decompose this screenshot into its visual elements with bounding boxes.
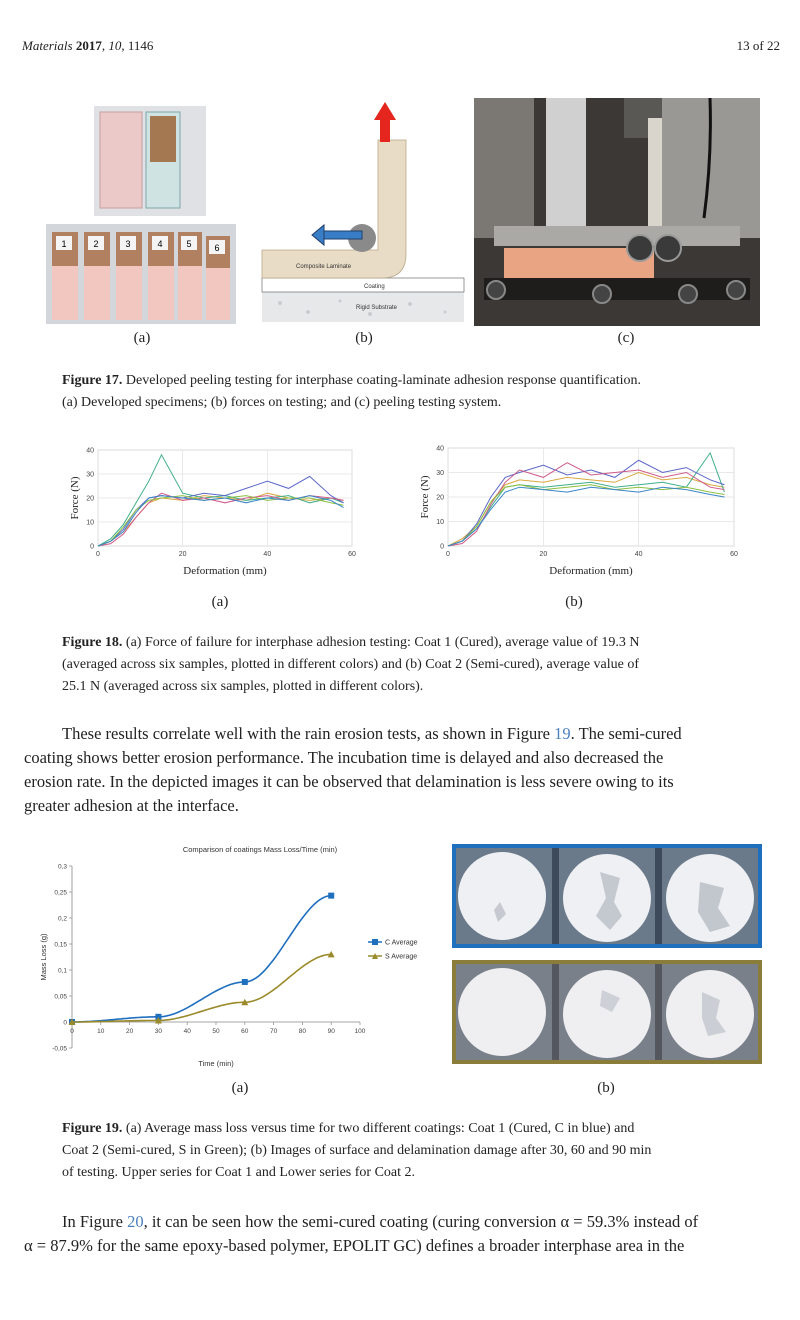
svg-text:1: 1 (61, 239, 67, 249)
coat2-30min-disc (458, 968, 546, 1056)
x-tick-label: 0 (446, 551, 450, 558)
y-tick-label: 10 (86, 519, 94, 527)
fig17a-specimens-photo (46, 106, 236, 324)
chart-title: Comparison of coatings Mass Loss/Time (min) (182, 845, 338, 854)
x-tick-label: 90 (327, 1028, 335, 1035)
x-tick-label: 80 (298, 1028, 307, 1035)
y-tick-label: 0,3 (57, 863, 67, 871)
y-tick-label: 20 (436, 494, 444, 502)
fig17b-peeling-diagram (260, 98, 466, 324)
x-tick-label: 30 (154, 1028, 163, 1035)
svg-text:6: 6 (214, 243, 220, 253)
figure-20-ref-link[interactable]: 20 (127, 1212, 144, 1231)
fig18b-force-chart (406, 440, 746, 590)
y-tick-label: 0,05 (54, 993, 67, 1001)
x-tick-label: 60 (241, 1028, 249, 1035)
x-axis-label: Deformation (mm) (183, 565, 267, 577)
y-tick-label: 10 (436, 519, 444, 526)
x-tick-label: 20 (125, 1028, 134, 1035)
svg-text:2: 2 (93, 239, 99, 249)
coating-label: Coating (364, 284, 385, 290)
legend-marker (372, 939, 378, 945)
fig17-label-c: (c) (617, 330, 635, 346)
x-tick-label: 60 (730, 551, 738, 558)
page-number: 13 of 22 (736, 38, 780, 53)
x-tick-label: 40 (634, 551, 643, 558)
x-tick-label: 100 (354, 1028, 366, 1035)
coat2-60min-disc (563, 970, 651, 1058)
series-line-s-average (72, 954, 331, 1022)
y-tick-label: -0,05 (52, 1045, 67, 1053)
fig19b-damage-photos (450, 842, 764, 1066)
y-tick-label: 0,2 (57, 915, 67, 923)
x-tick-label: 50 (212, 1028, 220, 1035)
svg-text:3: 3 (125, 239, 131, 249)
upward-force-arrow (380, 118, 390, 142)
coat1-30min-disc (458, 852, 546, 940)
fig19-label-a: (a) (231, 1080, 249, 1096)
fig18-label-b: (b) (565, 594, 583, 610)
x-tick-label: 70 (269, 1028, 278, 1035)
y-tick-label: 40 (436, 445, 444, 453)
legend-label: C Average (385, 939, 418, 947)
y-tick-label: 0,25 (54, 889, 67, 897)
y-axis-label: Force (N) (69, 476, 81, 520)
y-axis-label: Mass Loss (g) (39, 933, 48, 981)
body-paragraph-2: In Figure 20, it can be seen how the semi-cured coating (curing conversion α = 59.3% instead of α = 87.9% for the same epoxy-based polymer, EPOLIT GC) defines a broader interphase area in the (24, 1212, 699, 1255)
legend-label: S Average (385, 953, 418, 961)
y-tick-label: 30 (86, 471, 94, 479)
c-average-point (242, 979, 248, 985)
x-tick-label: 10 (97, 1028, 105, 1035)
y-tick-label: 0 (63, 1019, 67, 1027)
y-tick-label: 0 (90, 543, 94, 551)
roller-right (655, 235, 681, 261)
y-axis-label: Force (N) (419, 475, 431, 519)
x-axis-label: Time (min) (198, 1059, 234, 1068)
figure-19-ref-link[interactable]: 19 (554, 724, 571, 743)
x-tick-label: 40 (263, 551, 272, 558)
y-tick-label: 0,15 (54, 941, 67, 949)
y-tick-label: 40 (86, 447, 94, 455)
fig19a-mass-loss-chart (30, 836, 430, 1076)
leftward-force-arrow (324, 231, 362, 239)
x-tick-label: 20 (539, 551, 548, 558)
figure17-caption: Figure 17. Developed peeling testing for interphase coating-laminate adhesion response quantification. (a) Developed specimens; (b) forces on testing; and (c) peeling testing system. (62, 373, 642, 410)
y-tick-label: 0 (440, 543, 444, 551)
fig18-label-a: (a) (211, 594, 229, 610)
x-tick-label: 60 (348, 551, 356, 558)
svg-text:4: 4 (157, 239, 163, 249)
x-axis-label: Deformation (mm) (549, 565, 633, 577)
x-tick-label: 40 (183, 1028, 191, 1035)
body-paragraph-1: These results correlate well with the rain erosion tests, as shown in Figure 19. The semi-cured coating shows better erosion performance. The incubation time is delayed and also decreased the erosion rate. In the depicted images it can be observed that delamination is less severe owing to its greater adhesion at the interface. (24, 724, 682, 815)
fig18a-force-chart (60, 440, 380, 590)
y-tick-label: 0,1 (57, 967, 67, 975)
y-tick-label: 30 (436, 470, 444, 477)
composite-laminate-label: Composite Laminate (296, 264, 352, 270)
svg-text:5: 5 (186, 239, 192, 249)
fig17c-testing-system-photo (474, 98, 760, 326)
x-tick-label: 20 (178, 551, 187, 558)
c-average-point (328, 893, 334, 899)
figure18-caption: Figure 18. (a) Force of failure for interphase adhesion testing: Coat 1 (Cured), average value of 19.3 N (averaged across six samples, plotted in different colors) and (b) Coat 2 (Semi-cured), average value of 25.1 N (averaged across six samples, plotted in different colors). (62, 635, 640, 694)
roller-left (627, 235, 653, 261)
fig17-label-b: (b) (355, 330, 373, 346)
running-header-citation: Materials 2017, 10, 1146 (22, 38, 154, 53)
series-line-c-average (72, 896, 331, 1022)
y-tick-label: 20 (86, 495, 94, 503)
x-tick-label: 0 (70, 1028, 74, 1035)
figure19-caption: Figure 19. (a) Average mass loss versus time for two different coatings: Coat 1 (Cured, C in blue) and Coat 2 (Semi-cured, S in Green); (b) Images of surface and delamination damage after 30, 60 and 90 min of testing. Upper series for Coat 1 and Lower series for Coat 2. (62, 1121, 652, 1180)
x-tick-label: 0 (96, 551, 100, 558)
fig19-label-b: (b) (597, 1080, 615, 1096)
rigid-substrate-label: Rigid Substrate (356, 305, 398, 311)
fig17-label-a: (a) (133, 330, 151, 346)
